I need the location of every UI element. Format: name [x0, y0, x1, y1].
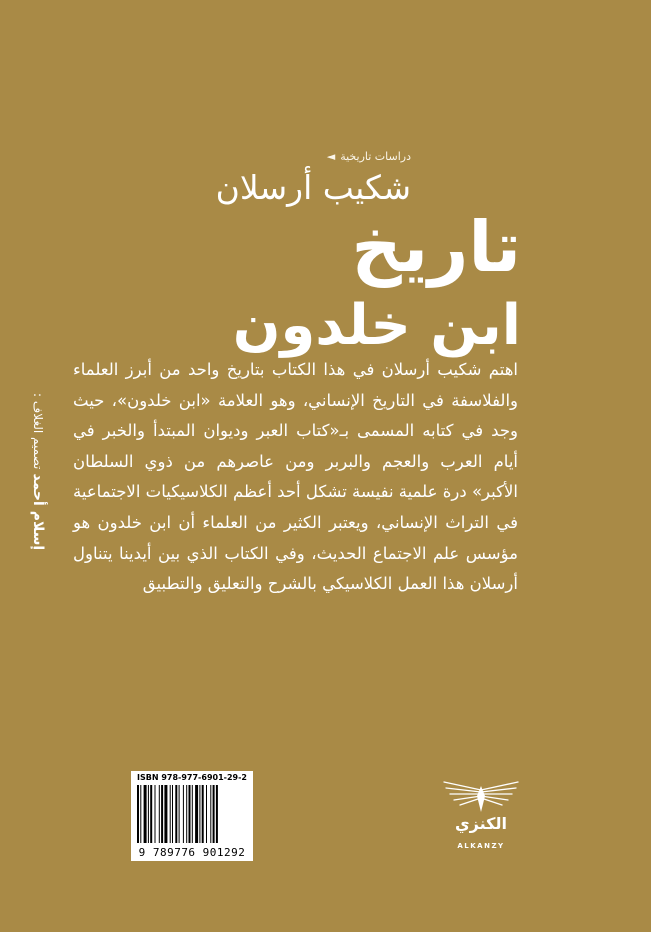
- series-text: دراسات تاريخية: [340, 150, 411, 163]
- blurb-text: اهتم شكيب أرسلان في هذا الكتاب بتاريخ واحد من أبرز العلماء والفلاسفة في التاريخ الإنساني، وهو العلامة «ابن خلدون»، حيث وجد في كتابه المسمى بـ«كتاب العبر وديوان المبتدأ والخبر في أيام العرب والعجم والبربر ومن عاصرهم من ذوي السلطان الأكبر» درة علمية نفيسة تشكل أحد أعظم الكلاسيكيات الاجتماعية في التراث الإنساني، ويعتبر الكثير من العلماء أن ابن خلدون هو مؤسس علم الاجتماع الحديث، وفي الكتاب الذي بين أيدينا يتناول أرسلان هذا العمل الكلاسيكي بالشرح والتعليق والتطبيق: [73, 360, 518, 594]
- cover-design-label: تصميم الغلاف :: [31, 393, 45, 470]
- publisher-name-ar: الكنزي: [455, 814, 507, 833]
- arrow-left-icon: ◄: [326, 150, 336, 163]
- cover-design-name: إسلام أحمد: [30, 473, 46, 551]
- isbn-text: ISBN 978-977-6901-29-2: [137, 773, 247, 782]
- book-title-line1: تاريخ: [351, 206, 521, 288]
- ean-number: 9 789776 901292: [138, 846, 246, 859]
- publisher-name-en: ALKANZY: [457, 842, 505, 850]
- cover-design-credit: [30, 393, 46, 693]
- winged-emblem-icon: [436, 778, 526, 814]
- barcode-bars: [136, 785, 248, 843]
- book-title-line2: ابن خلدون: [232, 293, 521, 358]
- barcode: [131, 771, 253, 861]
- series-label: [327, 150, 411, 163]
- author-name: شكيب أرسلان: [215, 168, 411, 207]
- publisher-logo: [436, 778, 526, 858]
